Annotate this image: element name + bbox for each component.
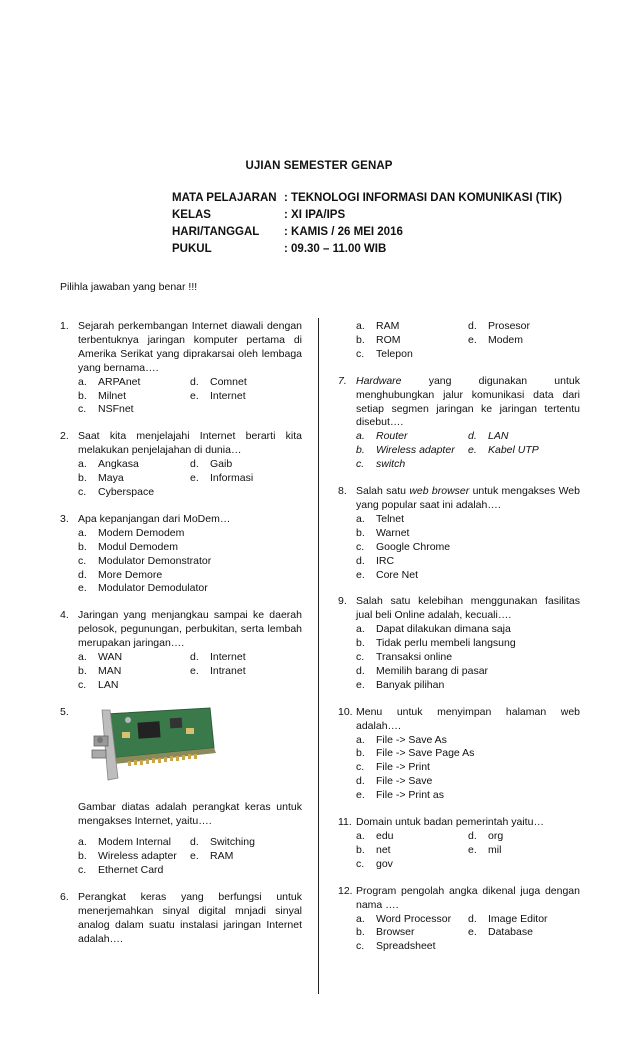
info-label: KELAS [172,209,211,221]
option[interactable] [468,913,580,927]
option[interactable] [78,541,302,555]
option-text: Kabel UTP [488,444,539,457]
option-text: IRC [376,554,395,567]
option-letter: c. [356,857,365,870]
question-number: 3. [60,512,69,525]
option-letter: e. [468,444,477,457]
option-text: Modem [488,333,524,346]
option[interactable] [356,513,580,527]
option-letter: e. [190,472,199,485]
option-letter: e. [356,568,365,581]
option-text: Google Chrome [376,540,451,553]
option-text: Memilih barang di pasar [376,664,489,677]
option[interactable] [356,734,580,748]
option[interactable] [356,458,468,472]
option-text: Dapat dilakukan dimana saja [376,623,511,636]
option[interactable] [356,348,468,362]
option-letter: d. [468,430,477,443]
option-letter: b. [356,747,365,760]
options [78,527,302,597]
option-text: Transaksi online [376,651,453,664]
question-8 [338,485,580,582]
option-letter: c. [78,403,87,416]
options [356,320,580,362]
option[interactable] [356,444,468,458]
option-text: Telnet [376,512,405,525]
option-letter: b. [356,526,365,539]
option-letter: d. [468,830,477,842]
option-text: Modulator Demodulator [98,582,208,595]
option-letter: c. [356,540,365,553]
option-text: Modul Demodem [98,540,178,553]
option-letter: a. [78,458,87,471]
question-6 [60,891,302,947]
option[interactable] [190,850,302,864]
question-number: 9. [338,595,347,608]
option-letter: a. [78,526,87,539]
option[interactable] [356,320,468,334]
option-letter: c. [78,864,87,877]
info-label: HARI/TANGGAL [172,226,260,238]
question-text: Salah satu kelebihan menggunakan fasilitas jual beli Online adalah, kecuali…. [356,595,580,622]
option-letter: b. [356,926,365,939]
option-letter: d. [190,651,199,664]
option-text: Internet [210,651,246,664]
question-text: Perangkat keras yang berfungsi untuk menerjemahkan sinyal digital mnjadi sinyal analog dalam suatu instalasi jaringan Internet adalah…. [78,891,302,945]
question-text: Gambar diatas adalah perangkat keras untuk mengakses Internet, yaitu…. [78,800,302,827]
option-text: Cyberspace [98,485,155,498]
option-text: Modem Demodem [98,526,185,539]
option-letter: c. [78,678,87,691]
option-text: Core Net [376,568,419,581]
option-text: Switching [210,836,255,849]
option-text: Prosesor [488,320,531,332]
option[interactable] [190,458,302,472]
option[interactable] [356,623,580,637]
option-letter: c. [356,458,365,471]
exam-title: UJIAN SEMESTER GENAP [245,160,393,172]
option-letter: e. [468,926,477,939]
option-text: Word Processor [376,912,452,925]
option-text: Spreadsheet [376,940,436,953]
option-letter: a. [356,830,365,842]
option[interactable] [78,679,190,693]
option-letter: b. [78,472,87,485]
option-letter: b. [78,850,87,863]
option-letter: d. [356,554,365,567]
option-letter: d. [190,458,199,471]
option[interactable] [78,527,302,541]
option-letter: b. [356,637,365,650]
option-letter: a. [356,623,365,636]
option-letter: b. [78,540,87,553]
option[interactable] [78,390,190,404]
question-number: 10. [338,705,353,718]
question-text-rest: untuk mengakses Web yang popular saat ini adalah…. [356,485,580,511]
option[interactable] [356,789,580,803]
option[interactable] [190,376,302,390]
options [78,836,302,878]
option[interactable] [78,376,190,390]
question-number: 4. [60,609,69,622]
question-7 [338,375,580,472]
question-number: 5. [60,705,69,718]
option[interactable] [190,836,302,850]
option-text: Angkasa [98,458,139,471]
question-text-rest: yang digunakan untuk menghubungkan jalur komunikasi data dari setiap segmen jaringan ke jaringan tertentu disebut…. [356,374,580,429]
option-text: MAN [98,664,122,677]
question-number: 8. [338,485,347,498]
info-value: : TEKNOLOGI INFORMASI DAN KOMUNIKASI (TIK) [284,192,562,204]
option[interactable] [356,430,468,444]
option[interactable] [356,844,468,858]
info-label: PUKUL [172,243,212,255]
option-letter: a. [78,651,87,664]
option[interactable] [190,651,302,665]
option[interactable] [78,569,302,583]
option-text: Wireless adapter [376,444,455,457]
option[interactable] [78,403,190,417]
info-row-time [172,241,562,258]
question-2 [60,430,302,500]
option-text: Wireless adapter [98,850,177,863]
option-letter: a. [356,733,365,746]
option-letter: c. [356,651,365,664]
option-text: LAN [98,678,119,691]
options [356,734,580,804]
option-letter: e. [468,843,477,856]
option-text: RAM [376,320,400,332]
option-letter: c. [356,347,365,360]
option[interactable] [190,665,302,679]
left-column [60,320,302,960]
option-letter: e. [356,789,365,802]
option-letter: b. [78,389,87,402]
option[interactable] [356,940,468,954]
network-card-image [78,706,218,786]
option-text: Warnet [376,526,410,539]
option-text: LAN [488,430,509,443]
question-text-italic: web browser [409,485,470,498]
option-letter: b. [78,664,87,677]
info-row-subject [172,190,562,207]
option-text: Comnet [210,375,247,388]
option-letter: a. [356,320,365,332]
question-text: Apa kepanjangan dari MoDem… [78,512,231,525]
option-text: switch [376,458,406,471]
question-9 [338,595,580,692]
question-text [356,375,580,431]
option-text: Gaib [210,458,233,471]
question-text: Sejarah perkembangan Internet diawali dengan terbentuknya jaringan komputer pertama di Amerika Serikat yang diprakarsai oleh lembaga yang bernama…. [78,320,302,374]
question-text-pre: Salah satu [356,485,410,498]
question-number: 12. [338,884,353,897]
option[interactable] [356,761,580,775]
option[interactable] [356,569,580,583]
option-letter: a. [356,912,365,925]
option[interactable] [356,541,580,555]
option[interactable] [468,844,580,858]
option[interactable] [468,430,580,444]
option-text: org [488,830,504,842]
option[interactable] [78,850,190,864]
option[interactable] [356,926,468,940]
option[interactable] [356,637,580,651]
option-text: File -> Print [376,761,430,774]
question-text: Jaringan yang menjangkau sampai ke daerah pelosok, pegunungan, perbukitan, serta lembah merupakan jaringan…. [78,609,302,650]
option-text: Modulator Demonstrator [98,554,212,567]
option-text: Database [488,926,533,939]
question-number: 6. [60,891,69,904]
info-row-class [172,207,562,224]
option-letter: e. [468,333,477,346]
option-letter: e. [190,389,199,402]
option[interactable] [78,555,302,569]
question-3 [60,513,302,596]
option-text: Modem Internal [98,836,171,849]
option-letter: d. [190,836,199,849]
question-11 [338,816,580,872]
info-row-date [172,224,562,241]
info-label: MATA PELAJARAN [172,192,277,204]
option-text: Internet [210,389,246,402]
option[interactable] [356,651,580,665]
right-column [338,320,580,967]
option-text: More Demore [98,568,163,581]
question-text [356,485,580,513]
option-letter: e. [190,664,199,677]
option-text: RAM [210,850,234,863]
option-letter: a. [78,375,87,388]
option-text: mil [488,843,502,856]
info-value: : 09.30 – 11.00 WIB [284,243,387,255]
question-number: 2. [60,430,69,443]
option[interactable] [356,858,468,872]
option-letter: c. [356,940,365,953]
option-letter: d. [468,912,477,925]
option-letter: a. [356,512,365,525]
option-text: ROM [376,333,401,346]
option-text: Tidak perlu membeli langsung [376,637,516,650]
option[interactable] [356,830,468,844]
option-letter: d. [190,375,199,388]
option[interactable] [356,555,580,569]
options [78,458,302,500]
instruction-text: Pilihla jawaban yang benar !!! [60,281,198,293]
option-text: Image Editor [488,912,548,925]
option[interactable] [356,334,468,348]
option[interactable] [190,472,302,486]
option-letter: e. [190,850,199,863]
option-letter: c. [356,761,365,774]
question-text: Domain untuk badan pemerintah yaitu… [356,816,544,829]
option-text: Router [376,430,408,443]
question-text: Saat kita menjelajahi Internet berarti kita melakukan penjelajahan di dunia… [78,430,302,457]
option[interactable] [468,334,580,348]
question-10 [338,706,580,803]
option-text: Milnet [98,389,127,402]
option-text: edu [376,830,394,842]
question-text-italic: Hardware [356,374,402,387]
option-letter: c. [78,554,87,567]
options [78,376,302,418]
option[interactable] [78,486,190,500]
option-letter: b. [356,843,365,856]
option-letter: d. [356,775,365,788]
option-letter: b. [356,333,365,346]
option-text: net [376,843,391,856]
option-text: gov [376,857,393,870]
option[interactable] [78,651,190,665]
options [356,623,580,693]
option-text: File -> Save As [376,733,447,746]
column-divider [318,318,319,994]
option-text: ARPAnet [98,375,141,388]
option[interactable] [78,458,190,472]
option-text: Maya [98,472,124,485]
option-letter: a. [356,430,365,443]
option-letter: b. [356,444,365,457]
options [356,913,580,955]
option[interactable] [356,665,580,679]
option[interactable] [78,836,190,850]
info-value: : KAMIS / 26 MEI 2016 [284,226,403,238]
option[interactable] [190,390,302,404]
option[interactable] [78,864,190,878]
option-text: Telepon [376,347,413,360]
question-4 [60,609,302,692]
option-text: NSFnet [98,403,134,416]
question-text: Menu untuk menyimpan halaman web adalah…. [356,705,580,732]
option-letter: d. [468,320,477,332]
option[interactable] [356,527,580,541]
options [356,830,580,872]
option[interactable] [356,679,580,693]
option[interactable] [468,320,580,334]
question-number: 7. [338,374,347,387]
option[interactable] [78,582,302,596]
option[interactable] [468,830,580,844]
option-text: File -> Save [376,775,433,788]
option[interactable] [468,926,580,940]
question-12 [338,885,580,955]
options [78,651,302,693]
option[interactable] [356,747,580,761]
exam-info [172,190,562,258]
option-letter: a. [78,836,87,849]
question-number: 1. [60,320,69,332]
option[interactable] [78,472,190,486]
option[interactable] [356,913,468,927]
option[interactable] [356,775,580,789]
question-number: 11. [338,816,352,829]
option-letter: d. [356,664,365,677]
option-text: Browser [376,926,415,939]
option-text: Intranet [210,664,246,677]
question-1 [60,320,302,417]
option-text: Informasi [210,472,254,485]
question-text: Program pengolah angka dikenal juga dengan nama …. [356,884,580,911]
option[interactable] [468,444,580,458]
option[interactable] [78,665,190,679]
option-text: File -> Save Page As [376,747,475,760]
option-letter: d. [78,568,87,581]
option-text: Ethernet Card [98,864,164,877]
options [356,513,580,583]
info-value: : XI IPA/IPS [284,209,346,221]
option-text: WAN [98,651,123,664]
option-letter: e. [78,582,87,595]
option-text: File -> Print as [376,789,444,802]
options [356,430,580,472]
question-6-options [338,320,580,362]
option-letter: e. [356,678,365,691]
option-letter: c. [78,485,87,498]
option-text: Banyak pilihan [376,678,445,691]
question-5 [60,706,302,878]
